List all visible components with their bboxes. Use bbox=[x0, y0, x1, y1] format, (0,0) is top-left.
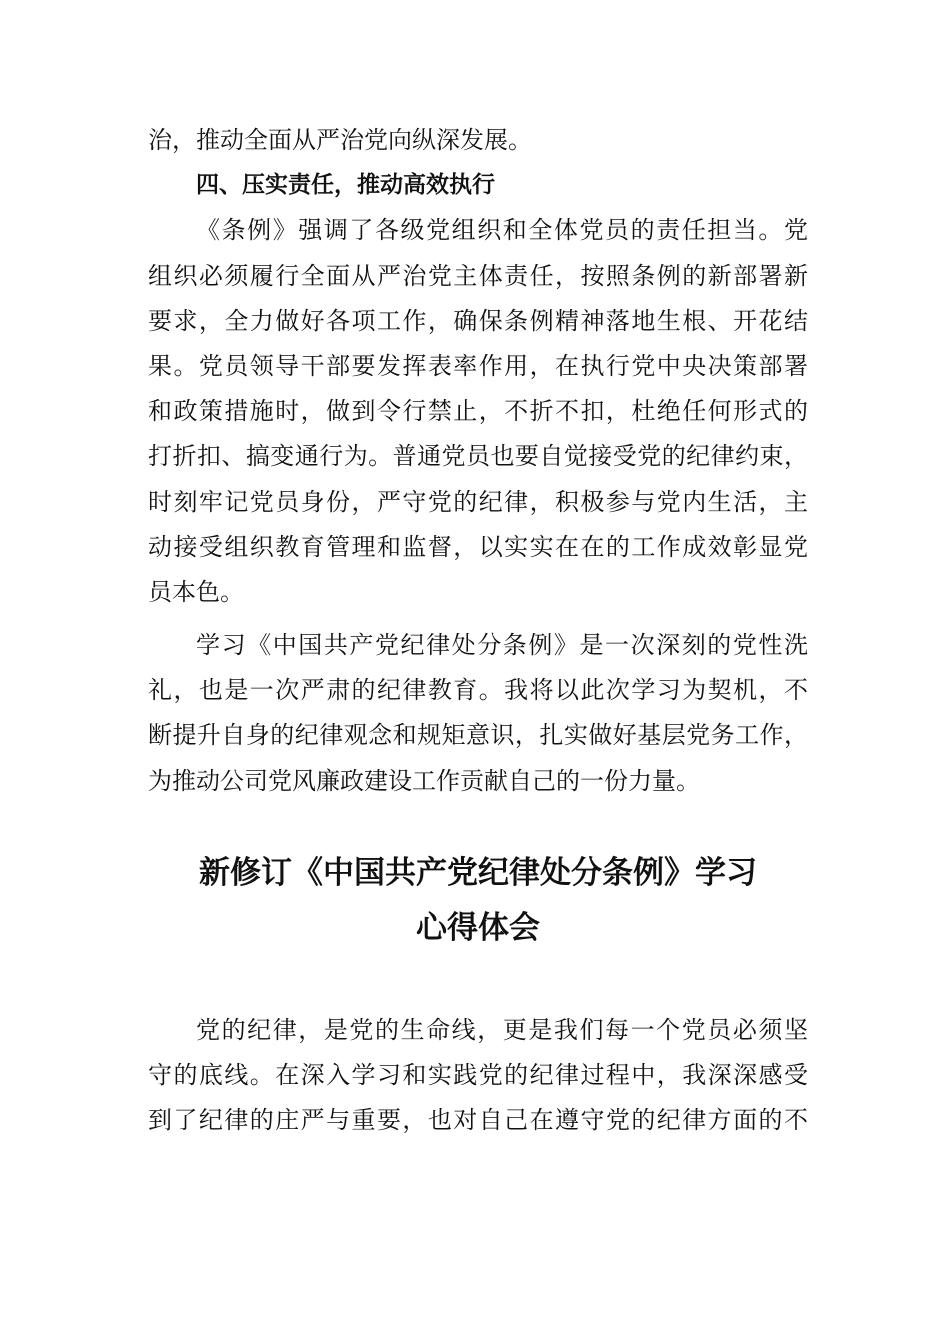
text-line: 断提升自身的纪律观念和规矩意识，扎实做好基层党务工作， bbox=[148, 721, 808, 750]
intro-paragraph bbox=[148, 1008, 808, 1144]
text-line: 守的底线。在深入学习和实践党的纪律过程中，我深深感受 bbox=[148, 1061, 808, 1089]
text-line: 治，推动全面从严治党向纵深发展。 bbox=[148, 126, 532, 154]
text-line: 动接受组织教育管理和监督，以实实在在的工作成效彰显党 bbox=[148, 532, 808, 561]
text-line: 打折扣、搞变通行为。普通党员也要自觉接受党的纪律约束， bbox=[148, 442, 808, 471]
text-line: 员本色。 bbox=[148, 577, 244, 606]
text-line: 《条例》强调了各级党组织和全体党员的责任担当。党 bbox=[196, 216, 808, 245]
text-line: 要求，全力做好各项工作，确保条例精神落地生根、开花结 bbox=[148, 306, 808, 335]
text-line: 和政策措施时，做到令行禁止，不折不扣，杜绝任何形式的 bbox=[148, 397, 808, 426]
conclusion-paragraph bbox=[148, 623, 808, 804]
text-line: 组织必须履行全面从严治党主体责任，按照条例的新部署新 bbox=[148, 261, 808, 290]
text-line: 党的纪律，是党的生命线，更是我们每一个党员必须坚 bbox=[196, 1015, 808, 1044]
article-title-line-2: 心得体会 bbox=[416, 909, 540, 946]
document-page bbox=[148, 118, 808, 1143]
text-line: 果。党员领导干部要发挥表率作用，在执行党中央决策部署 bbox=[148, 351, 808, 380]
text-line: 礼，也是一次严肃的纪律教育。我将以此次学习为契机，不 bbox=[148, 676, 808, 705]
text-line: 学习《中国共产党纪律处分条例》是一次深刻的党性洗 bbox=[196, 631, 808, 660]
text-line: 为推动公司党风廉政建设工作贡献自己的一份力量。 bbox=[148, 766, 700, 795]
section-four-paragraph bbox=[148, 208, 808, 615]
text-line: 到了纪律的庄严与重要，也对自己在遵守党的纪律方面的不 bbox=[148, 1106, 808, 1135]
section-heading: 四、压实责任，推动高效执行 bbox=[196, 172, 495, 199]
article-title-line-1: 新修订《中国共产党纪律处分条例》学习 bbox=[199, 854, 757, 891]
text-line: 时刻牢记党员身份，严守党的纪律，积极参与党内生活，主 bbox=[148, 487, 808, 516]
article-title bbox=[148, 846, 808, 956]
fragment-top-paragraph bbox=[148, 118, 808, 163]
